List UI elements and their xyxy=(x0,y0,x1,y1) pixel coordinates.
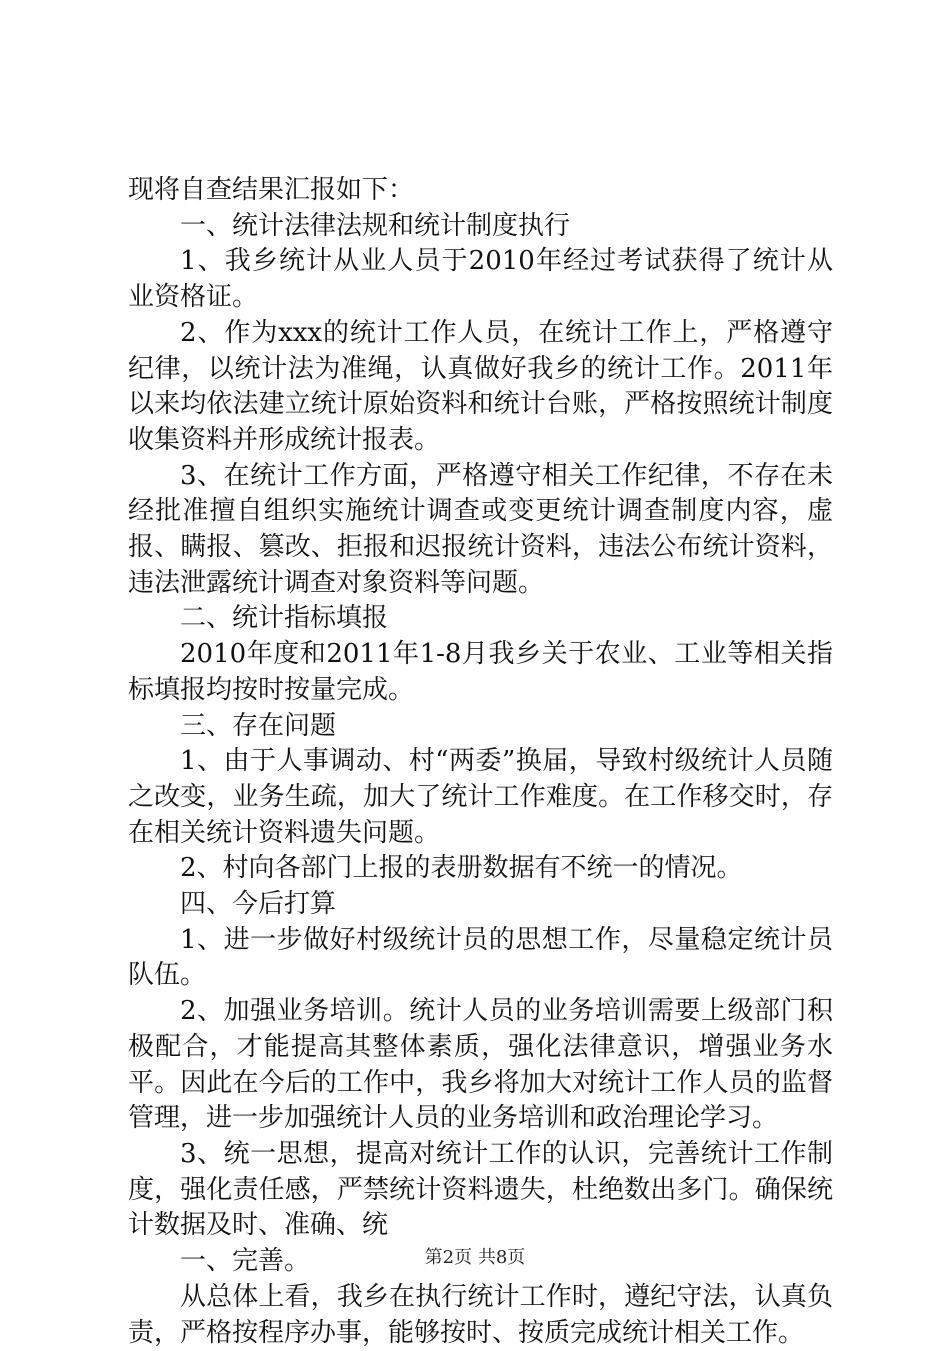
paragraph: 1、进一步做好村级统计员的思想工作，尽量稳定统计员队伍。 xyxy=(128,924,833,991)
paragraph: 2、村向各部门上报的表册数据有不统一的情况。 xyxy=(180,853,743,884)
paragraph: 2、加强业务培训。统计人员的业务培训需要上级部门积极配合，才能提高其整体素质，强化法律意识，增强业务水平。因此在今后的工作中，我乡将加大对统计工作人员的监督管理，进一步加强统计人员的业务培训和政治理论学习。 xyxy=(128,996,833,1134)
page-number-footer: 第2页 共8页 xyxy=(424,1247,526,1268)
section-heading-1: 一、统计法律法规和统计制度执行 xyxy=(180,210,571,241)
section-heading-2: 二、统计指标填报 xyxy=(180,603,389,634)
paragraph: 3、在统计工作方面，严格遵守相关工作纪律，不存在未经批准擅自组织实施统计调查或变更统计调查制度内容，虚报、瞒报、篡改、拒报和迟报统计资料，违法公布统计资料，违法泄露统计调查对象资料等问题。 xyxy=(128,460,833,598)
section-heading-3: 三、存在问题 xyxy=(180,710,337,741)
paragraph: 1、由于人事调动、村“两委”换届，导致村级统计人员随之改变，业务生疏，加大了统计工作难度。在工作移交时，存在相关统计资料遗失问题。 xyxy=(128,746,833,848)
paragraph: 3、统一思想，提高对统计工作的认识，完善统计工作制度，强化责任感，严禁统计资料遗失，杜绝数出多门。确保统计数据及时、准确、统 xyxy=(128,1138,833,1241)
paragraph: 从总体上看，我乡在执行统计工作时，遵纪守法，认真负责，严格按程序办事，能够按时、按质完成统计相关工作。 xyxy=(128,1281,833,1348)
document-body xyxy=(128,173,833,1351)
paragraph: 1、我乡统计从业人员于2010年经过考试获得了统计从业资格证。 xyxy=(128,246,833,313)
paragraph: 2010年度和2011年1-8月我乡关于农业、工业等相关指标填报均按时按量完成。 xyxy=(128,639,833,705)
section-heading-4: 四、今后打算 xyxy=(180,889,337,920)
paragraph: 2、作为xxx的统计工作人员，在统计工作上，严格遵守纪律，以统计法为准绳，认真做好我乡的统计工作。2011年以来均依法建立统计原始资料和统计台账，严格按照统计制度收集资料并形成统计报表。 xyxy=(128,317,833,455)
intro-paragraph: 现将自查结果汇报如下： xyxy=(128,175,415,205)
section-heading-5: 一、完善。 xyxy=(180,1246,311,1277)
